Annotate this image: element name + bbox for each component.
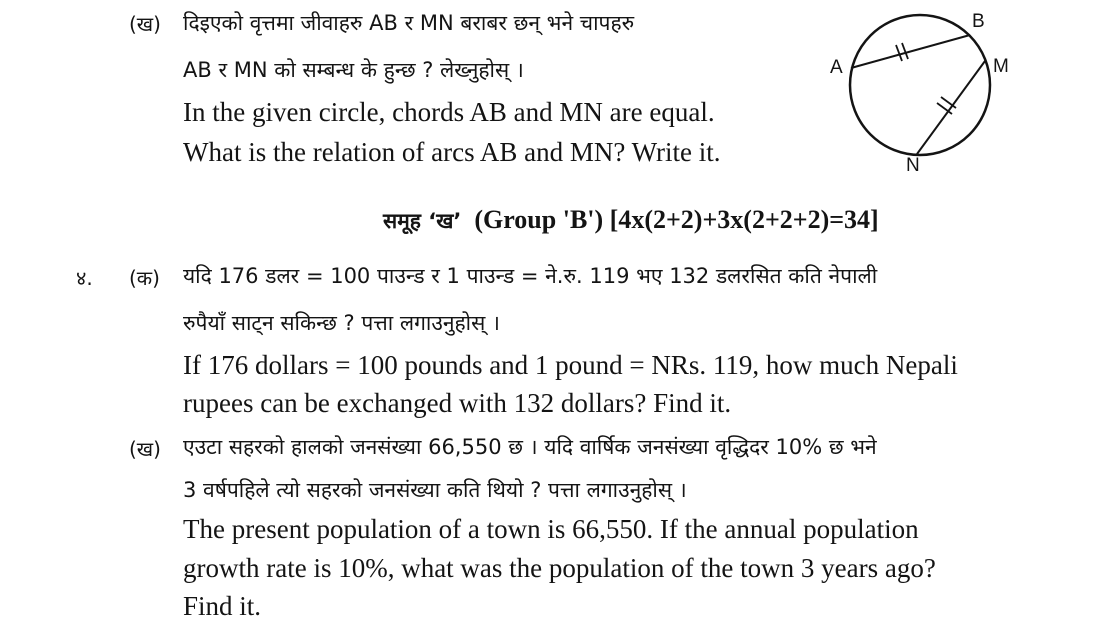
point-m-label: M bbox=[993, 56, 1009, 77]
q4a-label: (क) bbox=[129, 266, 160, 290]
q3b-line2-nepali: AB र MN को सम्बन्ध के हुन्छ ? लेख्नुहोस् । bbox=[183, 58, 524, 82]
q4b-line2-nepali: 3 वर्षपहिले त्यो सहरको जनसंख्या कति थियो ? पत्ता लगाउनुहोस् । bbox=[183, 478, 687, 502]
group-b-heading-nepali: समूह ‘ख’ bbox=[383, 209, 462, 233]
chord-mn-equal-mark bbox=[937, 97, 956, 114]
q4a-line1-nepali: यदि 176 डलर = 100 पाउन्ड र 1 पाउन्ड = ने.रु. 119 भए 132 डलरसित कति नेपाली bbox=[183, 264, 878, 288]
group-b-heading bbox=[383, 205, 879, 235]
q3b-label: (ख) bbox=[129, 12, 161, 36]
q4b-line3-english: Find it. bbox=[183, 591, 262, 621]
q3b-line1-english: In the given circle, chords AB and MN are equal. bbox=[183, 97, 715, 127]
point-n-label: N bbox=[906, 155, 920, 175]
q4b-label: (ख) bbox=[129, 437, 161, 461]
q3b-line1-nepali: दिइएको वृत्तमा जीवाहरु AB र MN बराबर छन् भने चापहरु bbox=[183, 11, 635, 35]
point-b-label: B bbox=[972, 11, 985, 32]
chord-mn bbox=[917, 61, 985, 154]
q4a-line2-nepali: रुपैयाँ साट्न सकिन्छ ? पत्ता लगाउनुहोस् । bbox=[183, 311, 500, 335]
chord-ab-equal-mark bbox=[896, 43, 908, 61]
point-a-label: A bbox=[830, 57, 843, 78]
group-b-heading-english: (Group 'B') [4x(2+2)+3x(2+2+2)=34] bbox=[474, 205, 879, 234]
q4-number: ४. bbox=[76, 266, 93, 290]
q4a-line2-english: rupees can be exchanged with 132 dollars? Find it. bbox=[183, 388, 732, 418]
chord-ab bbox=[851, 35, 970, 68]
q4b-line1-english: The present population of a town is 66,550. If the annual population bbox=[183, 514, 919, 544]
q3b-line2-english: What is the relation of arcs AB and MN? Write it. bbox=[183, 137, 721, 167]
q4b-line2-english: growth rate is 10%, what was the population of the town 3 years ago? bbox=[183, 553, 936, 583]
q4b-line1-nepali: एउटा सहरको हालको जनसंख्या 66,550 छ । यदि वार्षिक जनसंख्या वृद्धिदर 10% छ भने bbox=[183, 435, 877, 459]
circle-chords-figure bbox=[820, 0, 1020, 175]
q4a-line1-english: If 176 dollars = 100 pounds and 1 pound = NRs. 119, how much Nepali bbox=[183, 350, 958, 380]
